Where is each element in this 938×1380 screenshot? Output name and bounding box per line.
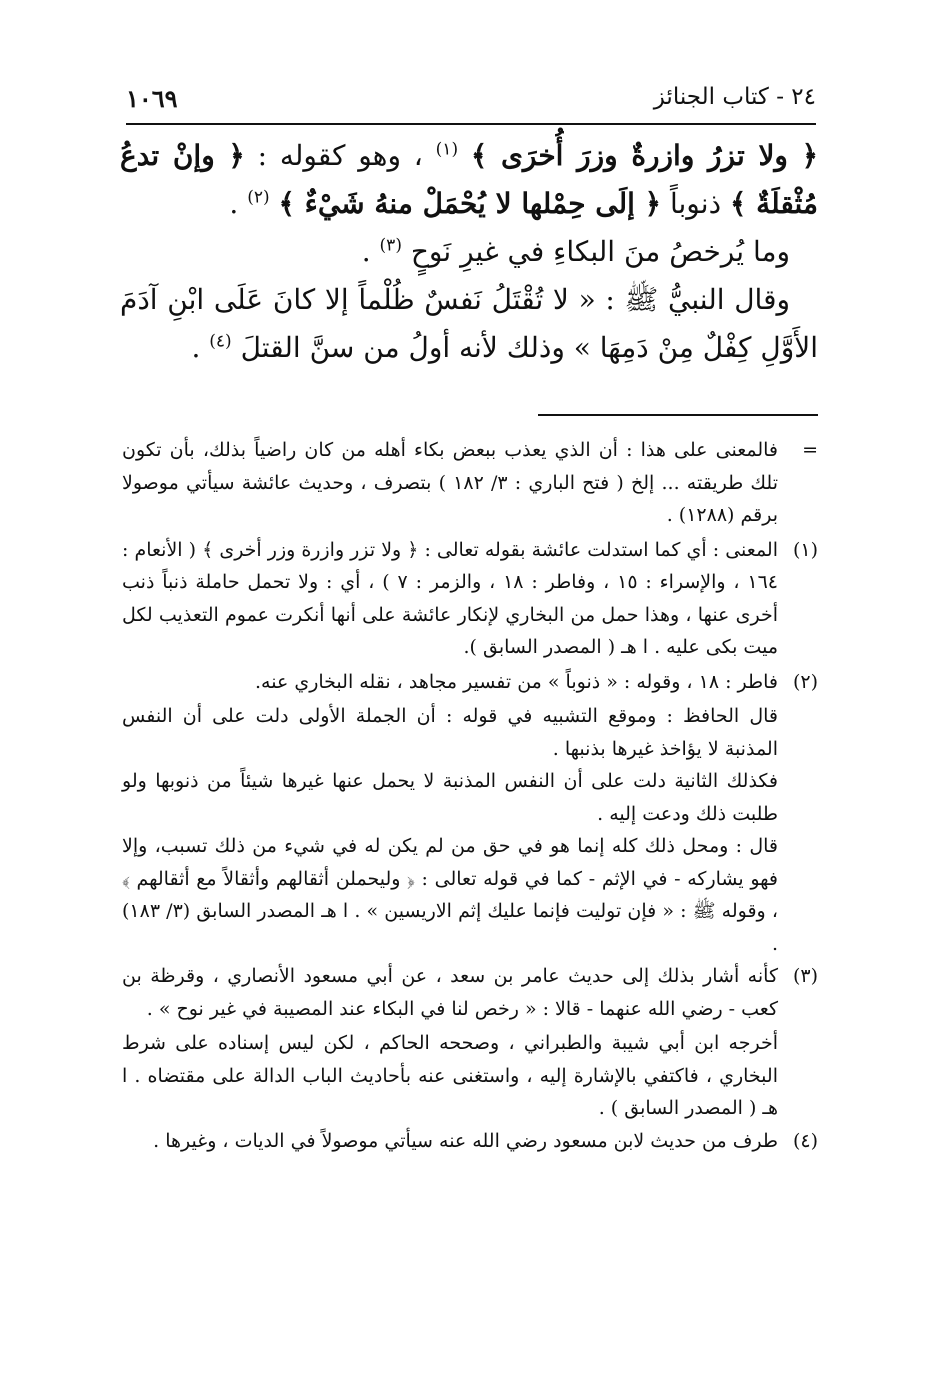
- footnote-ref: (٤): [209, 331, 232, 352]
- footnote-marker: (٤): [792, 1129, 818, 1152]
- footnote-text: فاطر : ١٨ ، وقوله : « ذنوباً » من تفسير مجاهد ، نقله البخاري عنه.: [254, 670, 778, 693]
- footnote-2-para: قال : ومحل ذلك كله إنما هو في حق من لم يكن له في شيء من ذلك تسبب، وإلا فهو يشاركه - في الإثم - كما في قوله تعالى : ﴿ وليحملن أثقالهم وأثقالاً مع أثقالهم ﴾ ، وقوله ﷺ : « فإن توليت فإنما عليك إثم الاريسين » . ا هـ المصدر السابق (٣/ ١٨٣) .: [122, 835, 778, 955]
- footnote-ref: (١): [435, 139, 459, 160]
- footnote-rule: [538, 414, 818, 416]
- main-paragraph-3: [120, 276, 818, 372]
- main-text-segment: ، وهو كقوله :: [257, 139, 423, 172]
- footnote-ref: (٢): [247, 187, 270, 208]
- footnote-marker: =: [802, 439, 818, 461]
- quran-verse: ﴿ ولا تزرُ وازرةٌ وزرَ أُخرَى ﴾: [470, 139, 819, 172]
- page-number: ١٠٦٩: [126, 84, 178, 113]
- footnote-text: طرف من حديث لابن مسعود رضي الله عنه سيأتي موصولاً في الديات ، وغيرها .: [153, 1129, 778, 1152]
- footnote-text: فالمعنى على هذا : أن الذي يعذب ببعض بكاء أهله من كان راضياً بذلك، بأن تكون تلك طريقته ... إلخ ( فتح الباري : ٣/ ١٨٢ ) بتصرف ، وحديث عائشة سيأتي موصولا برقم (١٢٨٨) .: [122, 439, 779, 526]
- running-title: ٢٤ - كتاب الجنائز: [653, 84, 816, 110]
- main-paragraph-1: [120, 132, 818, 228]
- footnote-2-para: فكذلك الثانية دلت على أن النفس المذنبة لا يحمل عنها غيرها شيئاً من ذنوبها ولو طلبت ذلك ودعت إليه .: [122, 770, 778, 825]
- main-text-segment: .: [191, 331, 201, 364]
- footnote-3: [122, 960, 818, 1025]
- footnote-continued: [122, 434, 818, 532]
- footnote-4: [122, 1125, 818, 1158]
- footnote-marker: (٢): [792, 670, 818, 693]
- quran-verse: ﴿ وإنْ تدعُ مُثْقلَةٌ ﴾: [120, 139, 818, 220]
- footnote-3-para: أخرجه ابن أبي شيبة والطبراني ، وصححه الحاكم ، لكن ليس إسناده على شرط البخاري ، فاكتفي بالإشارة إليه ، واستغنى عنه بأحاديث الباب الدالة على مقتضاه . ا هـ ( المصدر السابق ) .: [122, 1032, 778, 1119]
- main-text-segment: وقال النبيُّ ﷺ : « لا تُقْتَلُ نَفسٌ ظُلْماً إلا كانَ عَلَى ابْنِ آدَمَ الأَوَّلِ كِفْلٌ مِنْ دَمِهَا » وذلك لأنه أولُ من سنَّ القتلَ: [120, 283, 818, 364]
- page-header: [126, 82, 816, 118]
- main-text-segment: .: [361, 235, 371, 268]
- footnote-marker: (١): [792, 538, 818, 561]
- footnote-text: المعنى : أي كما استدلت عائشة بقوله تعالى : ﴿ ولا تزر وازرة وزر أخرى ﴾ ( الأنعام : ١٦٤ ، والإسراء : ١٥ ، وفاطر : ١٨ ، والزمر : ٧ ) ، أي : ولا تحمل حاملة ذنباً ذنب أخرى عنها ، وهذا حمل من البخاري لإنكار عائشة على أنها أنكرت عموم التعذيب لكل ميت بكى عليه . ا هـ ( المصدر السابق ).: [122, 538, 778, 658]
- footnotes: [122, 434, 818, 1159]
- footnote-ref: (٣): [379, 235, 402, 256]
- quran-verse: ﴿ إلَى حِمْلها لا يُحْمَلْ منهُ شَيْءٌ ﴾: [278, 187, 662, 220]
- footnote-text: كأنه أشار بذلك إلى حديث عامر بن سعد ، عن أبي مسعود الأنصاري ، وقرظة بن كعب - رضي الله عنهما - قالا : « رخص لنا في البكاء عند المصيبة في غير نوح » .: [122, 965, 778, 1020]
- footnote-2-para: قال الحافظ : وموقع التشبيه في قوله : أن الجملة الأولى دلت على أن النفس المذنبة لا يؤاخذ غيرها بذنبها .: [122, 705, 778, 760]
- main-text-segment: .: [229, 187, 239, 220]
- footnote-2: [122, 666, 818, 699]
- header-rule: [126, 123, 816, 125]
- main-paragraph-2: [120, 228, 818, 276]
- main-text: [120, 132, 818, 372]
- main-text-segment: وما يُرخصُ منَ البكاءِ في غيرِ نَوحٍ: [410, 235, 790, 268]
- footnote-1: [122, 534, 818, 664]
- footnote-marker: (٣): [792, 965, 818, 987]
- main-text-segment: ذنوباً: [669, 187, 722, 220]
